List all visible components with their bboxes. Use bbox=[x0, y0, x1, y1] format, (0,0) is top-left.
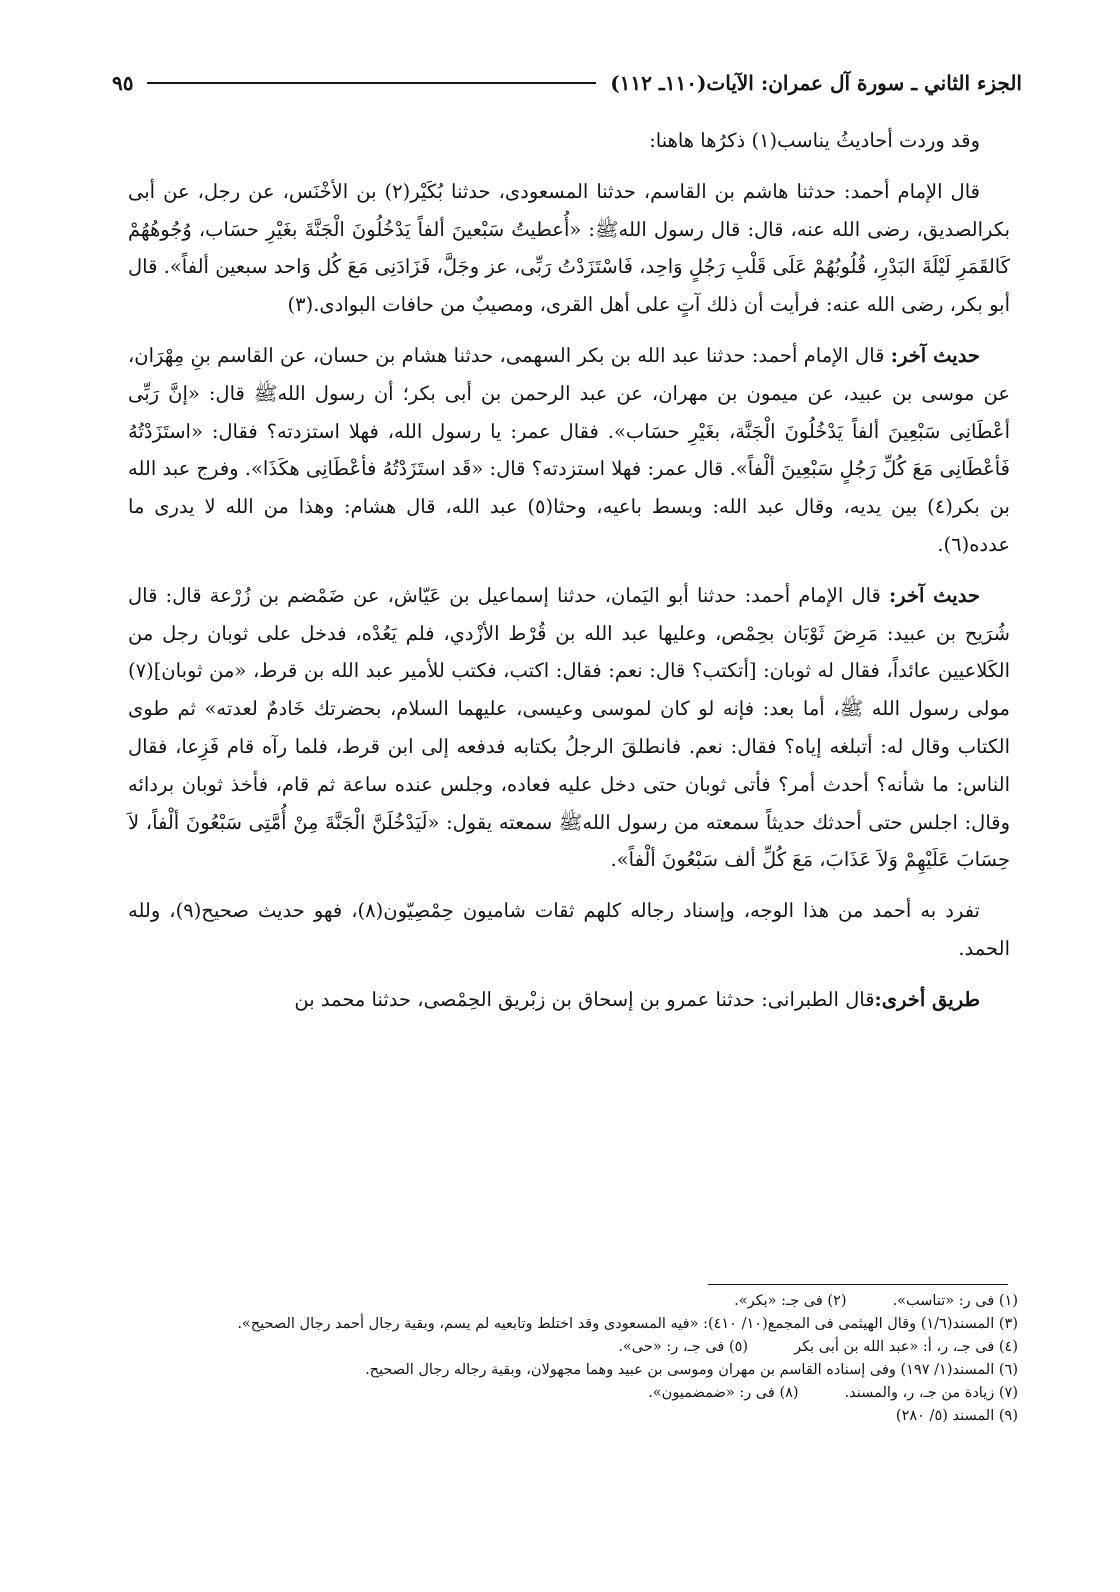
paragraph-lead: حديث آخر: bbox=[888, 583, 980, 607]
paragraph-text: قال الإمام أحمد: حدثنا عبد الله بن بكر السهمى، حدثنا هشام بن حسان، عن القاسم بنِ مِهْرَان، عن موسى بن عبيد، عن ميمون بن مهران، عن عبد الرحمن بن أبى بكر؛ أن رسول اللهﷺ قال: «إنَّ رَبِّى أعْطَانِى سَبْعِينَ ألفاً يَدْخُلُونَ الْجَنَّة، بغَيْرِ حسَاب». فقال عمر: يا رسول الله، فهلا استزدته؟ فقال: «استَزَدْتُهُ فَأعْطَانِى مَعَ كُلِّ رَجُلٍ سَبْعِينَ ألْفاً». قال عمر: فهلا استزدته؟ قال: «قَد استَزَدْتُهُ فأعْطَانِى هكَذَا». وفرج عبد الله بن بكر(٤) بين يديه، وقال عبد الله: وبسط باعيه، وحثا(٥) عبد الله، قال هشام: وهذا من الله لا يدرى ما عدده(٦). bbox=[128, 343, 1010, 556]
paragraph-text: وقد وردت أحاديثُ يناسب(١) ذكرُها هاهنا: bbox=[649, 129, 980, 152]
paragraph-text: تفرد به أحمد من هذا الوجه، وإسناد رجاله كلهم ثقات شاميون حِمْصِيّون(٨)، فهو حديث صحيح(٩)، ولله الحمد. bbox=[128, 899, 1010, 960]
footnote: (٤) فى جـ، ر، أ: «عبد الله بن أبى بكر bbox=[794, 1339, 1018, 1355]
footnote: (٦) المسند(١/ ١٩٧) وفى إسناده القاسم بن مهران وموسى بن عبيد وهما مجهولان، وبقية رجاله رجال الصحيح. bbox=[365, 1362, 1018, 1378]
footnote: (٥) فى جـ، ر: «حى». bbox=[618, 1339, 749, 1355]
header-rule bbox=[147, 82, 596, 84]
footnote-gap bbox=[799, 1382, 845, 1405]
footnotes bbox=[118, 1290, 1018, 1428]
footnote: (٧) زيادة من جـ، ر، والمسند. bbox=[844, 1385, 1018, 1401]
footnote-line bbox=[118, 1405, 1018, 1428]
footnote-line bbox=[118, 1313, 1018, 1336]
page-number: ٩٥ bbox=[112, 71, 134, 95]
paragraph-hadith-1 bbox=[128, 173, 1010, 324]
footnote: (٩) المسند (٥/ ٢٨٠) bbox=[895, 1408, 1018, 1424]
running-title: الجزء الثاني ـ سورة آل عمران: الآيات(١١٠ـ ١١٢) bbox=[610, 71, 1022, 95]
footnote-line bbox=[118, 1359, 1018, 1382]
page-header bbox=[112, 66, 1022, 100]
footnote: (٢) فى جـ: «بكر». bbox=[734, 1293, 847, 1309]
paragraph-text: قال الإمام أحمد: حدثنا أبو اليَمان، حدثنا إسماعيل بن عَيّاش، عن ضَمْضم بن زُرْعة قال: قال شُرَيح بن عبيد: مَرِضَ ثَوْبَان بحِمْص، وعليها عبد الله بن قُرْط الأزْدي، فلم يَعُدْه، فدخل على ثوبان رجل من الكَلاعيين عائداً، فقال له ثوبان: [أتكتب؟ قال: نعم: فقال: اكتب، فكتب للأمير عبد الله بن قرط، «من ثوبان](٧) مولى رسول الله ﷺ، أما بعد: فإنه لو كان لموسى وعيسى، عليهما السلام، بحضرتك خَادمٌ لعدته» ثم طوى الكتاب وقال له: أتبلغه إياه؟ فقال: نعم. فانطلقَ الرجلُ بكتابه فدفعه إلى ابن قرط، فلما رآه قام فَزِعا، فقال الناس: ما شأنه؟ أحدث أمر؟ فأتى ثوبان حتى دخل عليه فعاده، وجلس عنده ساعة ثم قام، فأخذ ثوبان بردائه وقال: اجلس حتى أحدثك حديثاً سمعته من رسول اللهﷺ سمعته يقول: «لَيَدْخُلَنَّ الْجَنَّةَ مِنْ أُمَّتِى سَبْعُونَ ألْفاً، لاَ حِسَابَ عَلَيْهِمْ وَلاَ عَذَابَ، مَعَ كُلِّ ألف سَبْعُونَ ألْفاً». bbox=[128, 583, 1011, 872]
footnote-line bbox=[118, 1382, 1018, 1405]
paragraph-grading bbox=[128, 892, 1010, 968]
footnote-gap bbox=[847, 1290, 893, 1313]
footnote-line bbox=[118, 1290, 1018, 1313]
footnote-line bbox=[118, 1336, 1018, 1359]
paragraph-text: قال الإمام أحمد: حدثنا هاشم بن القاسم، حدثنا المسعودى، حدثنا بُكَيْر(٢) بن الأخْنَس، عن رجل، عن أبى بكرالصديق، رضى الله عنه، قال: قال رسول اللهﷺ: «أُعطيتُ سَبْعينَ ألفاً يَدْخُلُونَ الْجَنَّةَ بغَيْرِ حسَاب، وُجُوهُهُمْ كَالقَمَرِ لَيْلَةَ البَدْرِ، قُلُوبُهُمْ عَلَى قَلْبِ رَجُلٍ وَاحِد، فَاسْتَزَدْتُ رَبِّى، عز وجَلَّ، فَزَادَنِى مَعَ كُل وَاحد سبعين ألفاً». قال أبو بكر، رضى الله عنه: فرأيت أن ذلك آتٍ على أهل القرى، ومصيبٌ من حافات البوادى.(٣) bbox=[128, 179, 1010, 317]
paragraph-lead: حديث آخر: bbox=[890, 343, 980, 367]
paragraph-lead: طريق أخرى: bbox=[874, 987, 980, 1011]
paragraph-another-chain bbox=[128, 981, 1010, 1019]
footnote-rule bbox=[708, 1284, 1008, 1285]
paragraph-intro bbox=[128, 122, 1010, 160]
paragraph-hadith-2 bbox=[128, 337, 1010, 564]
footnote: (١) فى ر: «تناسب». bbox=[892, 1293, 1018, 1309]
footnote: (٣) المسند(١/٦) وقال الهيثمى فى المجمع(١٠/ ٤١٠): «فيه المسعودى وقد اختلط وتابعيه لم يسم، وبقية رجال أحمد رجال الصحيح». bbox=[237, 1316, 1018, 1332]
paragraph-hadith-3 bbox=[128, 577, 1010, 879]
paragraph-text: قال الطبرانى: حدثنا عمرو بن إسحاق بن زبْريق الحِمْصى، حدثنا محمد بن bbox=[294, 987, 875, 1011]
footnote-gap bbox=[748, 1336, 794, 1359]
footnote: (٨) فى ر: «ضمضميون». bbox=[648, 1385, 799, 1401]
body-text bbox=[128, 122, 1010, 1032]
